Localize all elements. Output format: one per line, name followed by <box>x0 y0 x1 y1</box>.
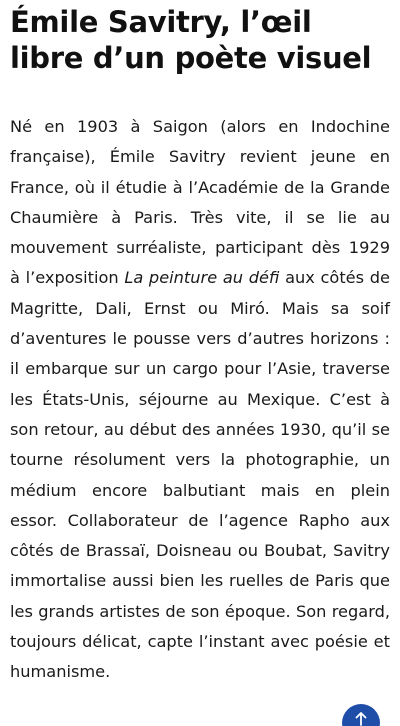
article-paragraph <box>10 112 390 688</box>
scroll-to-top-button[interactable] <box>342 704 380 726</box>
article <box>10 0 390 688</box>
arrow-up-icon <box>355 712 367 726</box>
article-title: Émile Savitry, l’œil libre d’un poète visuel <box>10 5 372 75</box>
paragraph-text-start: Né en 1903 à Saigon (alors en Indochine française), Émile Savitry revient jeune en France, où il étudie à l’Académie de la Grande Chaumière à Paris. Très vite, il se lie au mouvement surréaliste, participant dès 1929 à l’exposition <box>10 117 390 288</box>
paragraph-text-end: aux côtés de Magritte, Dali, Ernst ou Miró. Mais sa soif d’aventures le pousse vers d’autres horizons : il embarque sur un cargo pour l’Asie, traverse les États-Unis, séjourne au Mexique. C’est à son retour, au début des années 1930, qu’il se tourne résolument vers la photographie, un médium encore balbutiant mais en plein essor. Collaborateur de l’agence Rapho aux côtés de Brassaï, Doisneau ou Boubat, Savitry immortalise aussi bien les ruelles de Paris que les grands artistes de son époque. Son regard, toujours délicat, capte l’instant avec poésie et humanisme. <box>10 268 390 682</box>
exhibition-title: La peinture au défi <box>124 268 280 288</box>
